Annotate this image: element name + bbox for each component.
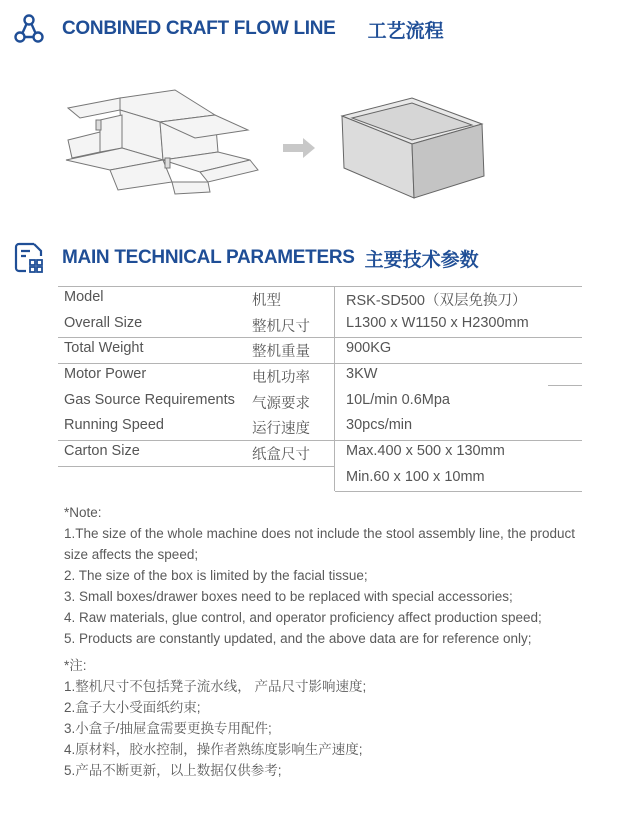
spec-sheet-icon (14, 242, 46, 274)
param-value: 10L/min 0.6Mpa (346, 391, 450, 408)
table-row (58, 337, 582, 363)
note-item: 1.整机尺寸不包括凳子流水线， 产品尺寸影响速度; (64, 679, 367, 694)
param-label: Total Weight (64, 340, 144, 357)
table-row (58, 312, 582, 338)
note-item: 5. Products are constantly updated, and the above data are for reference only; (64, 631, 532, 646)
param-label-cn: 整机重量 (252, 344, 310, 361)
arrow-right-icon (283, 138, 315, 158)
param-label: Motor Power (64, 366, 147, 383)
param-value: 3KW (346, 366, 378, 383)
table-row (58, 440, 582, 466)
param-value: RSK-SD500（双层免换刀） (346, 293, 527, 309)
table-row (58, 286, 582, 312)
note-item: 2.盒子大小受面纸约束; (64, 700, 201, 715)
param-value: 900KG (346, 340, 392, 357)
note-heading: *Note: (64, 505, 102, 520)
param-label-cn: 电机功率 (252, 370, 310, 387)
table-row (58, 363, 582, 389)
note-item: 4.原材料，胶水控制，操作者熟练度影响生产速度; (64, 742, 363, 757)
note-item: 1.The size of the whole machine does not include the stool assembly line, the product size affects the speed; (64, 526, 576, 562)
unfolded-carton-illustration (66, 90, 258, 194)
note-item: 2. The size of the box is limited by the facial tissue; (64, 568, 368, 583)
note-item: 5.产品不断更新，以上数据仅供参考; (64, 763, 282, 778)
finished-box-illustration (342, 98, 484, 198)
param-value: 30pcs/min (346, 417, 413, 434)
param-label-cn: 纸盒尺寸 (252, 447, 310, 464)
param-value: Min.60 x 100 x 10mm (346, 468, 485, 485)
tech-params-header (14, 242, 479, 274)
param-label-cn: 机型 (252, 293, 281, 309)
param-label: Gas Source Requirements (64, 391, 235, 408)
param-label: Carton Size (64, 443, 140, 460)
param-label: Model (64, 289, 104, 305)
note-item: 3.小盒子/抽屉盒需要更换专用配件; (64, 721, 272, 736)
section-title-cn: 工艺流程 (367, 20, 444, 42)
section-title-cn: 主要技术参数 (364, 249, 479, 271)
section-title: MAIN TECHNICAL PARAMETERS (62, 247, 355, 268)
note-item: 3. Small boxes/drawer boxes need to be replaced with special accessories; (64, 589, 513, 604)
param-label-cn: 整机尺寸 (252, 318, 310, 335)
table-row (58, 466, 582, 492)
table-row (58, 414, 582, 440)
parameters-table (58, 286, 582, 492)
param-label-cn: 气源要求 (252, 395, 310, 412)
craft-flow-illustration (0, 70, 620, 210)
note-heading: *注: (64, 658, 87, 673)
section-title: CONBINED CRAFT FLOW LINE (62, 18, 336, 39)
param-label-cn: 运行速度 (252, 421, 310, 438)
param-label: Running Speed (64, 417, 164, 434)
param-value: L1300 x W1150 x H2300mm (346, 314, 529, 331)
notes-english (64, 502, 594, 649)
param-label: Overall Size (64, 314, 143, 331)
network-icon (14, 14, 44, 44)
param-value: Max.400 x 500 x 130mm (346, 443, 505, 460)
notes-chinese (64, 655, 594, 781)
table-row (58, 389, 582, 415)
craft-flow-header (14, 14, 444, 44)
note-item: 4. Raw materials, glue control, and operator proficiency affect production speed; (64, 610, 542, 625)
